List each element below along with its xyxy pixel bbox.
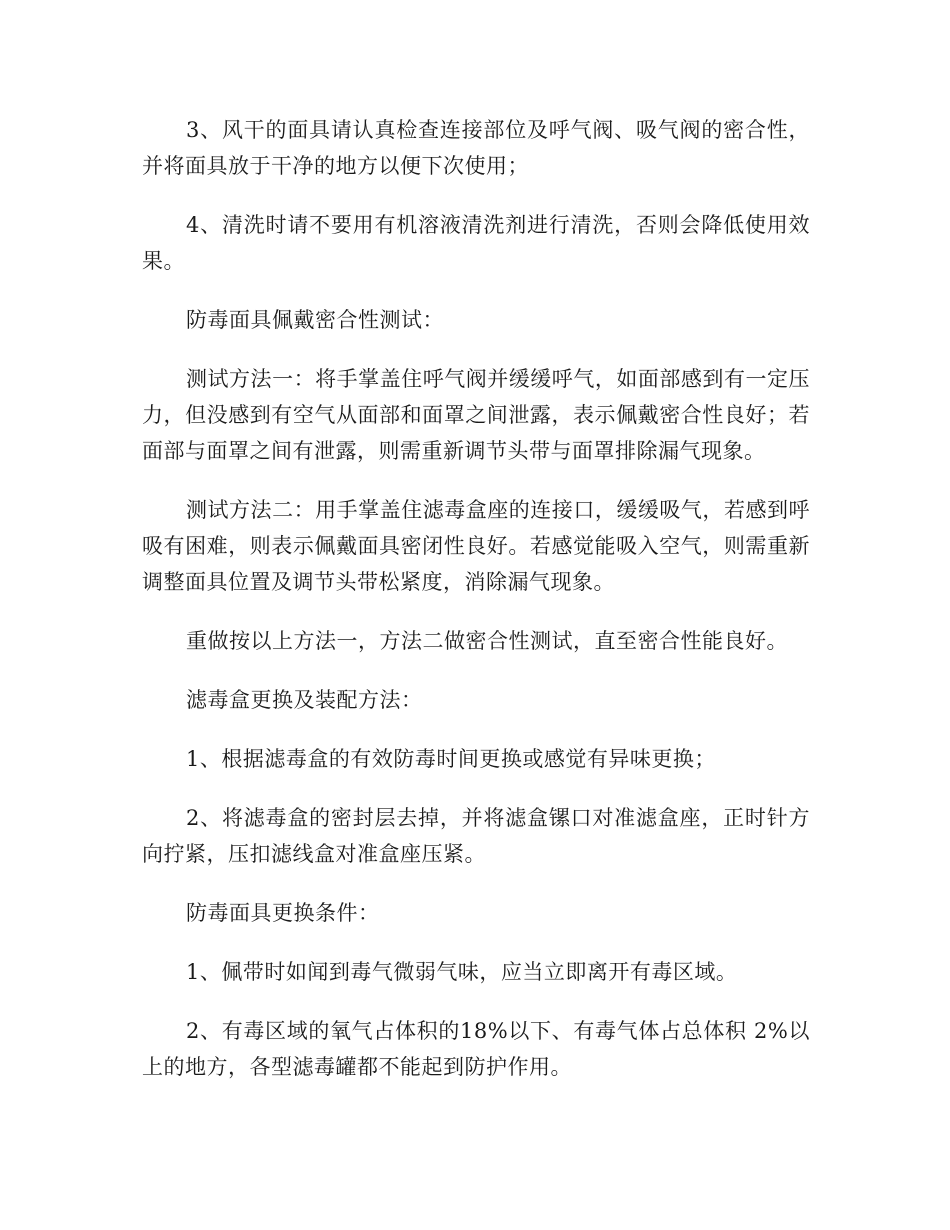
paragraph-cleaning-note: 4、清洗时请不要用有机溶液清洗剂进行清洗，否则会降低使用效果。: [142, 213, 810, 273]
paragraph-filter-step-two: 2、将滤毒盒的密封层去掉，并将滤盒镙口对准滤盒座，正时针方向拧紧，压扣滤线盒对准盒座压紧。: [142, 806, 810, 866]
heading-filter-replacement: 滤毒盒更换及装配方法：: [186, 688, 423, 712]
paragraph-condition-one: 1、佩带时如闻到毒气微弱气味，应当立即离开有毒区域。: [186, 960, 738, 984]
paragraph-test-method-two: 测试方法二：用手掌盖住滤毒盒座的连接口，缓缓吸气，若感到呼吸有困难，则表示佩戴面具密闭性良好。若感觉能吸入空气，则需重新调整面具位置及调节头带松紧度，消除漏气现象。: [142, 498, 810, 594]
heading-fit-test: 防毒面具佩戴密合性测试：: [186, 308, 444, 332]
paragraph-mask-inspection: 3、风干的面具请认真检查连接部位及呼气阀、吸气阀的密合性，并将面具放于干净的地方以便下次使用；: [142, 118, 810, 178]
paragraph-retest: 重做按以上方法一，方法二做密合性测试，直至密合性能良好。: [186, 629, 788, 653]
heading-replacement-conditions: 防毒面具更换条件：: [186, 901, 380, 925]
paragraph-test-method-one: 测试方法一：将手掌盖住呼气阀并缓缓呼气，如面部感到有一定压力，但没感到有空气从面部和面罩之间泄露，表示佩戴密合性良好；若面部与面罩之间有泄露，则需重新调节头带与面罩排除漏气现象。: [142, 367, 810, 463]
paragraph-condition-two: 2、有毒区域的氧气占体积的18%以下、有毒气体占总体积 2%以上的地方，各型滤毒罐都不能起到防护作用。: [142, 1019, 810, 1079]
paragraph-filter-step-one: 1、根据滤毒盒的有效防毒时间更换或感觉有异味更换；: [186, 747, 716, 771]
document-page: [142, 112, 810, 1108]
